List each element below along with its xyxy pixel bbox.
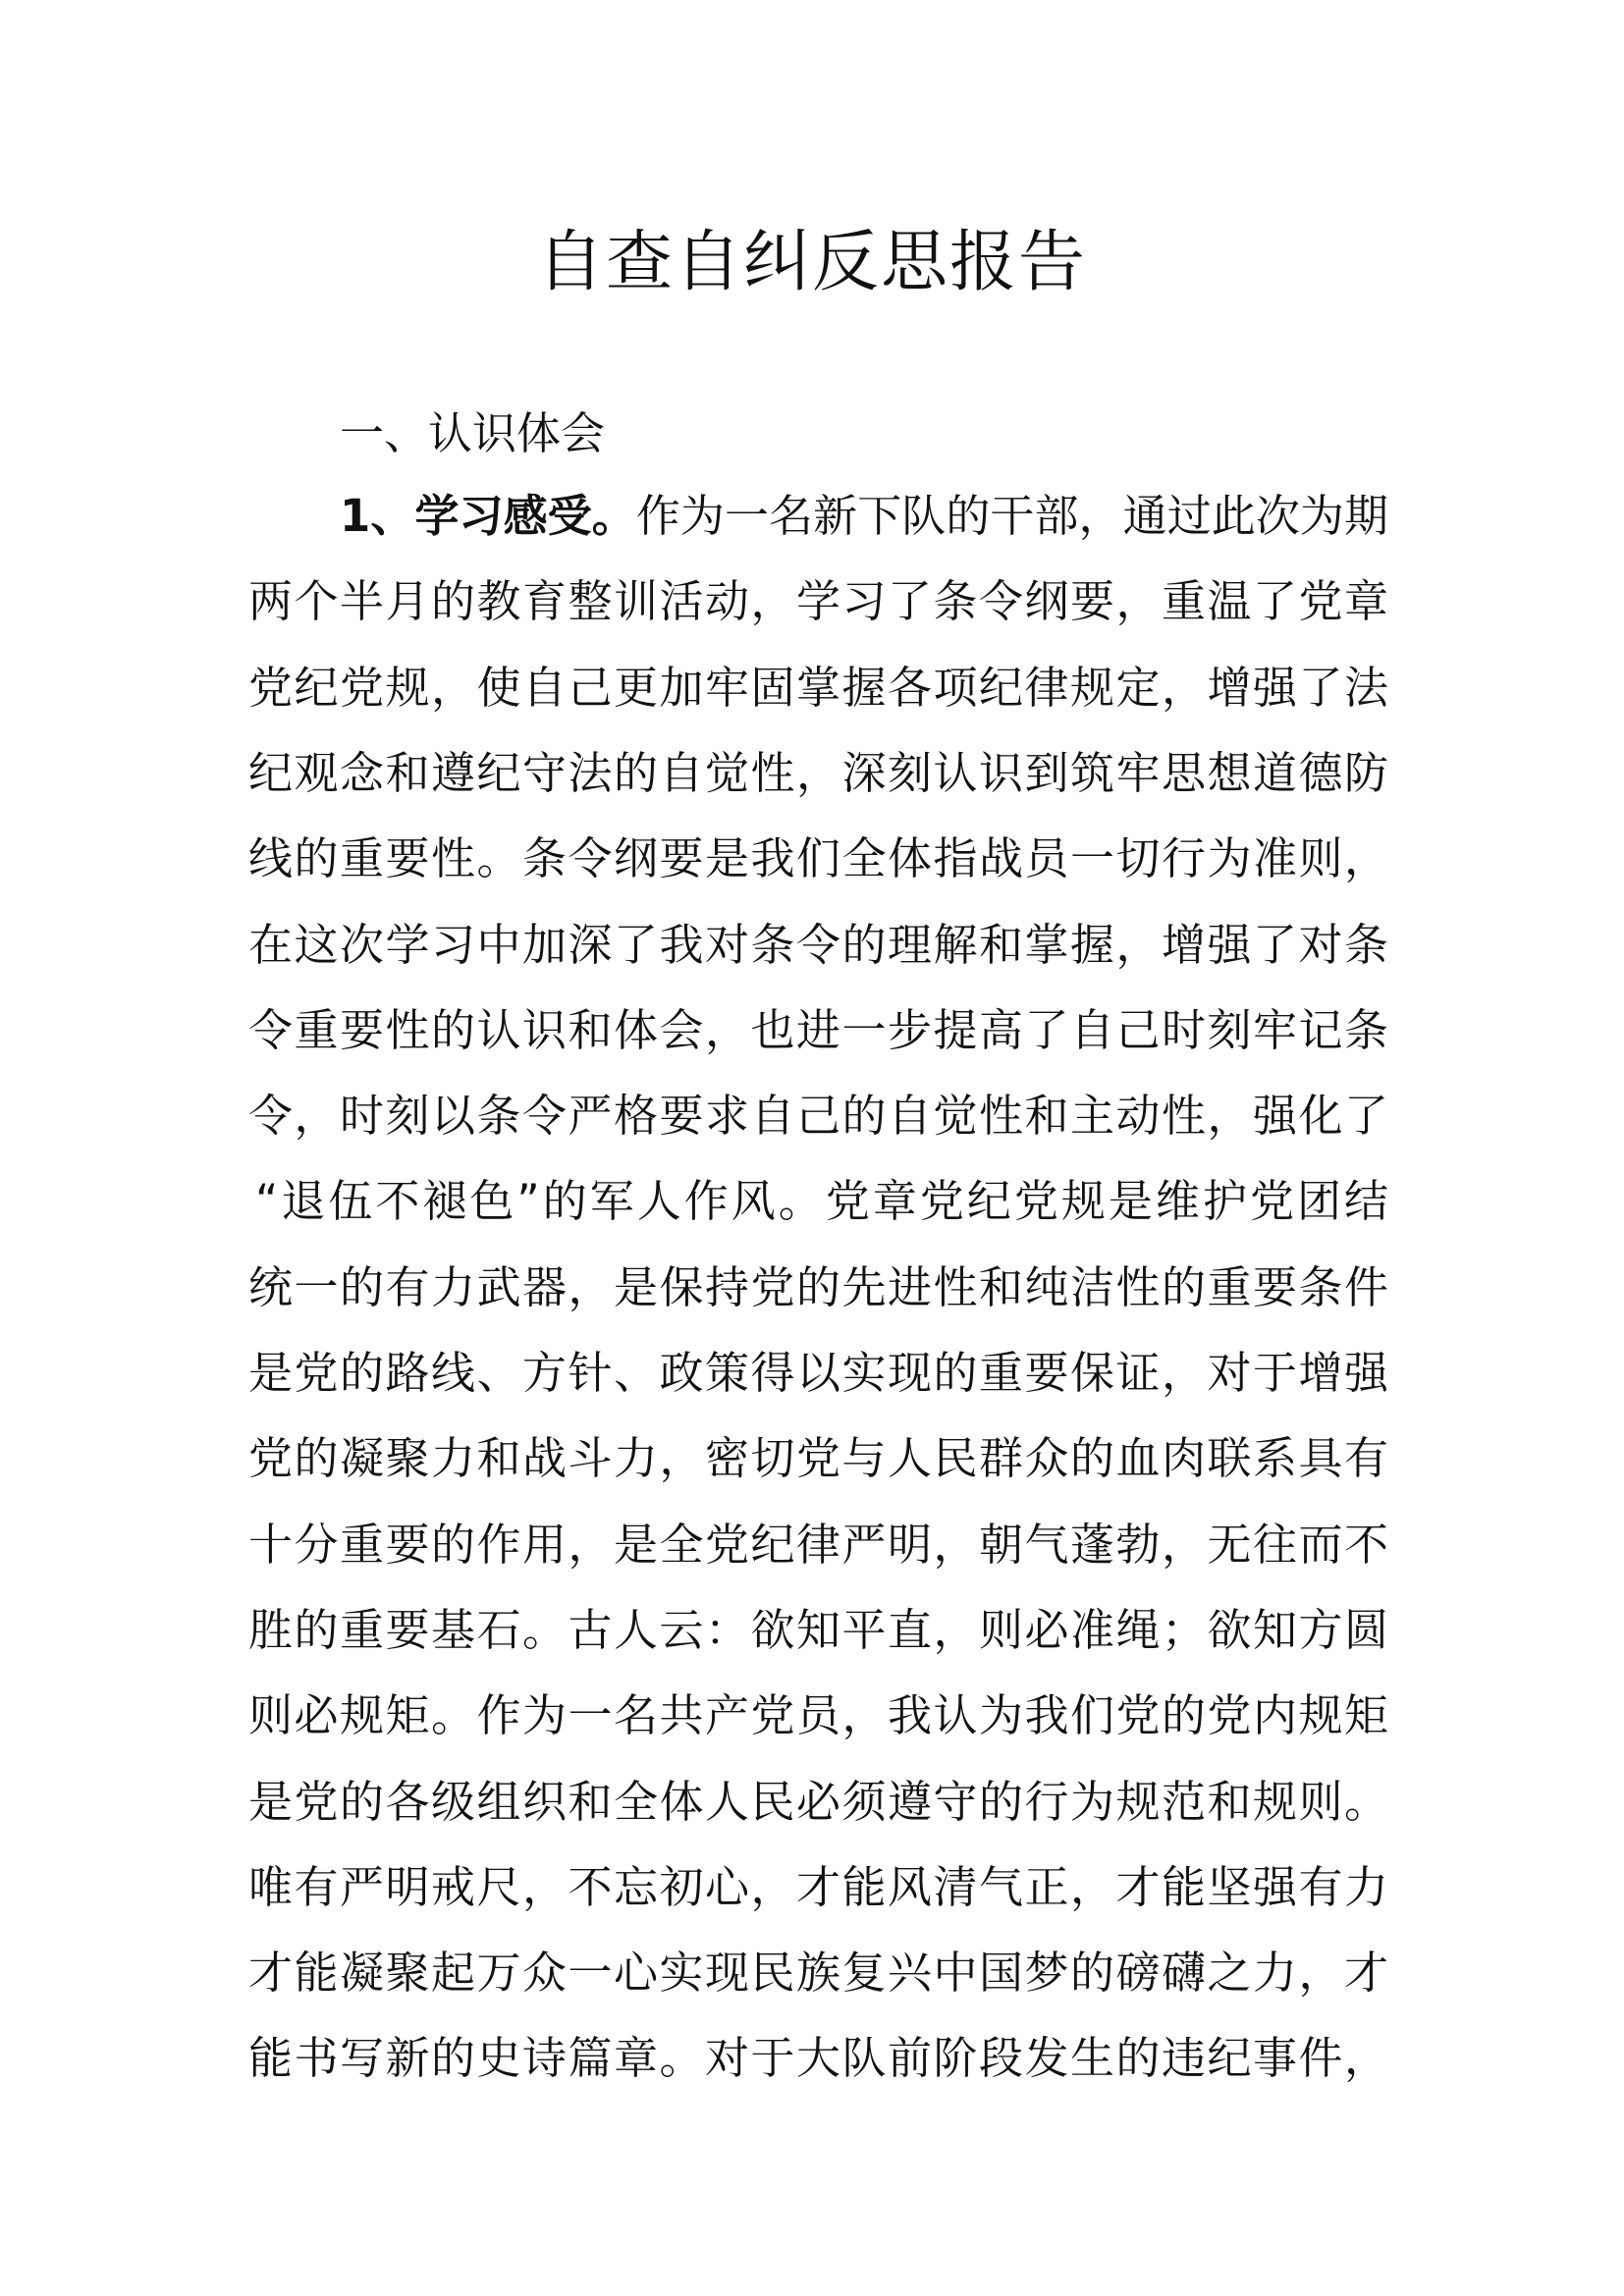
paragraph-line: 在这次学习中加深了我对条令的理解和掌握，增强了对条: [248, 918, 1388, 971]
paragraph-line: 党的凝聚力和战斗力，密切党与人民群众的血肉联系具有: [248, 1432, 1388, 1485]
paragraph-line: 两个半月的教育整训活动，学习了条令纲要，重温了党章: [248, 575, 1388, 628]
paragraph-line-text: 作为一名新下队的干部，通过此次为期: [635, 490, 1388, 542]
document-title: 自查自纠反思报告: [536, 224, 1087, 301]
paragraph-line: 唯有严明戒尺，不忘初心，才能风清气正，才能坚强有力: [248, 1860, 1388, 1913]
paragraph-line: 能书写新的史诗篇章。对于大队前阶段发生的违纪事件，: [248, 2032, 1388, 2085]
paragraph-line: [340, 487, 1388, 546]
paragraph-line: 党纪党规，使自己更加牢固掌握各项纪律规定，增强了法: [248, 661, 1388, 714]
paragraph-line: 胜的重要基石。古人云：欲知平直，则必准绳；欲知方圆: [248, 1603, 1388, 1656]
paragraph-line: 令重要性的认识和体会，也进一步提高了自己时刻牢记条: [248, 1003, 1388, 1056]
paragraph-line: 才能凝聚起万众一心实现民族复兴中国梦的磅礴之力，才: [248, 1947, 1388, 2000]
paragraph-line: 则必规矩。作为一名共产党员，我认为我们党的党内规矩: [248, 1689, 1388, 1742]
paragraph-line: 是党的路线、方针、政策得以实现的重要保证，对于增强: [248, 1347, 1388, 1399]
paragraph-line: “退伍不褪色”的军人作风。党章党纪党规是维护党团结: [255, 1175, 1388, 1228]
section-heading: 一、认识体会: [340, 407, 606, 459]
paragraph-line: 统一的有力武器，是保持党的先进性和纯洁性的重要条件: [248, 1260, 1388, 1313]
paragraph-lead-bold: 1、学习感受。: [340, 490, 636, 542]
paragraph-line: 令，时刻以条令严格要求自己的自觉性和主动性，强化了: [248, 1090, 1388, 1143]
paragraph-line: 线的重要性。条令纲要是我们全体指战员一切行为准则，: [248, 832, 1388, 885]
paragraph-line: 纪观念和遵纪守法的自觉性，深刻认识到筑牢思想道德防: [248, 746, 1388, 799]
paragraph-line: 是党的各级组织和全体人民必须遵守的行为规范和规则。: [248, 1775, 1388, 1828]
paragraph-line: 十分重要的作用，是全党纪律严明，朝气蓬勃，无往而不: [248, 1518, 1388, 1571]
